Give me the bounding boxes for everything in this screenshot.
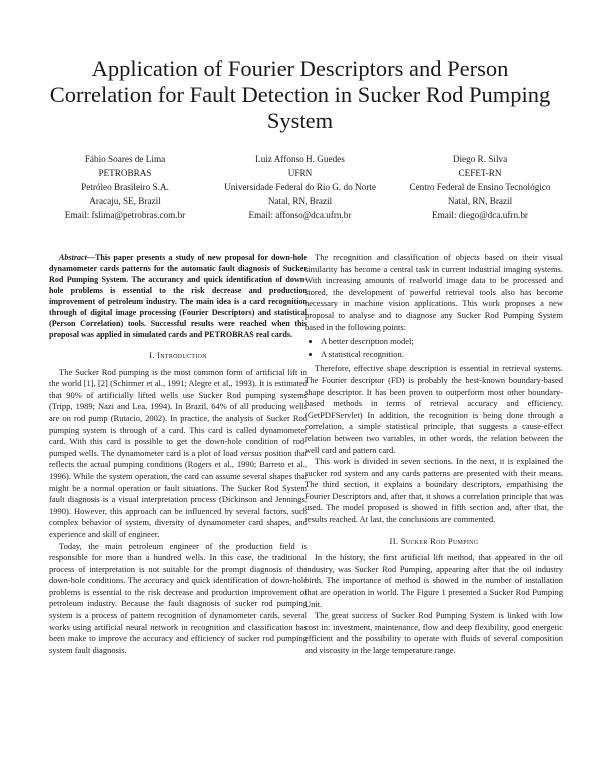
abstract-lead: Abstract [59, 253, 87, 262]
bullet-list [305, 336, 563, 360]
author-dept: Universidade Federal do Rio G. do Norte [224, 182, 376, 192]
intro-paragraph-1 [49, 367, 307, 541]
section-heading-introduction: I. Introduction [149, 350, 207, 360]
author-name: Luiz Affonso H. Guedes [255, 154, 345, 164]
author-dept: Centro Federal de Ensino Tecnológico [409, 182, 551, 192]
author-email: Email: affonso@dca.ufrn.br [248, 210, 352, 220]
intro-p1-text-b: position that reflects the actual pumping conditions (Rogers et al., 1990; Barreto et al., 1996). While the system operation, the card can assume several shapes that might be a normal operation or fault situations. The Sucker Rod System fault diagnosis is a visual interpretation process (Dickinson and Jennings, 1990). However, this approach can be influenced by several factors, such complex behavior of system, diversity of dynamometer card shapes, and experience and skill of engineer. [49, 447, 307, 539]
author-org: PETROBRAS [98, 168, 152, 178]
right-column [305, 252, 563, 657]
abstract-text: —This paper presents a study of new proposal for down-hole dynamometer cards patterns for the automatic fault diagnosis of Sucker Rod Pumping System. The accurancy and quick identification of down-hole problems is essential to the risk decrease and production improvement of petroleum industry. The main idea is a card recognition through of digital image processing (Fourier Descriptors) and statistical (Person Correlation) tools. Successful results were reached when this proposal was applied in simulated cards and PETROBRAS real cards. [49, 253, 307, 339]
author-block-1 [50, 152, 200, 222]
author-org: CEFET-RN [458, 168, 502, 178]
author-email: Email: diego@dca.ufrn.br [432, 210, 528, 220]
author-location: Natal, RN, Brazil [267, 196, 333, 206]
author-org: UFRN [287, 168, 313, 178]
list-item: • A better description model; [321, 336, 563, 348]
intro-p1-text-a: The Sucker Rod pumping is the most common form of artificial lift in the world [1], [2] (Schirmer et al., 1991; Alegre et al., 1993). It is estimated that 90% of artificially lifted wells use Sucker Rod pumping systems (Tripp, 1989; Nazi and Lea, 1994). In Brazil, 64% of all producing wells are on rod pump (Rutacio, 2002). In practice, the analysis of Sucker Rod pumping system is through of a card. This card is called dynamometer card. With this card is possible to get the down-hole condition of rod-pumped wells. The dynamometer card is a plot of load [49, 366, 307, 458]
srp-paragraph-1: In the history, the first artificial lift method, that appeared in the oil industry, was Sucker Rod Pumping, appearing after that the oil industry birth. The importance of method is showed in the number of installation that are operation in world. The Figure 1 presented a Sucker Rod Pumping Unit. [305, 552, 563, 609]
section-heading-sucker-rod-pumping: II. Sucker Rod Pumping [389, 535, 479, 546]
author-block-3 [400, 152, 560, 222]
right-paragraph-1: The recognition and classification of objects based on their visual similarity has become a central task in current industrial imaging systems. With increasing amounts of realworld image data to be processed and stored, the development of powerful retrieval tools also has become necessary in machine vision applications. This work proposes a new proposal to analyse and to diagnose any Sucker Rod Pumping System based in the following points: [305, 252, 563, 332]
author-name: Fábio Soares de Lima [84, 154, 166, 164]
abstract [49, 252, 307, 340]
author-location: Natal, RN, Brazil [447, 196, 513, 206]
left-column [49, 252, 307, 656]
intro-paragraph-2: Today, the main petroleum engineer of the production field is responsible for more than a hundred wells. In this case, the traditional process of interpretation is not suitable for the prompt diagnosis of the down-hole conditions. The accuracy and quick identification of down-hole problems is essential to the risk decrease and production improvement of petroleum industry. Because the fault diagnosis of sucker rod pumping system is a process of pattern recognition of dynamometer cards, several works using artificial neural network in recognition and classification has been make to improve the accuracy and efficiency of sucker rod pumping system fault diagnosis. [49, 540, 307, 655]
right-paragraph-2: Therefore, effective shape description is essential in retrieval systems. The Fourier descriptor (FD) is probably the best-known boundary-based shape descriptor. It has been proven to outperform most other boundary-based methods in terms of retrieval accuracy and efficiency. (GetPDFServlet) In addition, the recognition is being done through a correlation, a simple statistical principle, that suggests a cause-effect relation between two variables, in other words, the relation between the well card and pattern card. [305, 363, 563, 455]
author-email: Email: fslima@petrobras.com.br [64, 210, 186, 220]
intro-p1-emphasis: versus [240, 447, 262, 458]
author-name: Diego R. Silva [452, 154, 508, 164]
srp-paragraph-2: The great success of Sucker Rod Pumping System is linked with low cost in: investment, maintenance, flow and deep flexibility, good energetic efficient and the possibility to operate with fluids of several composition and viscosity in the large temperature range. [305, 610, 563, 655]
paper-title: Application of Fourier Descriptors and Person Correlation for Fault Detection in Sucker Rod Pumping System [49, 56, 551, 133]
author-location: Aracaju, SE, Brazil [89, 196, 161, 206]
list-item: • A statistical recognition. [321, 349, 563, 361]
right-paragraph-3: This work is divided in seven sections. In the next, it is explained the sucker rod system and any cards patterns are presented with their means. The third section, it explains a boundary descriptors, empathising the Fourier Descriptors and, after that, it shows a correlation principle that was used. The model proposed is showed in fifth section and, after that, the results reached. At last, the conclusions are commented. [305, 456, 563, 525]
author-block-2 [212, 152, 388, 222]
author-dept: Petróleo Brasileiro S.A. [81, 182, 169, 192]
